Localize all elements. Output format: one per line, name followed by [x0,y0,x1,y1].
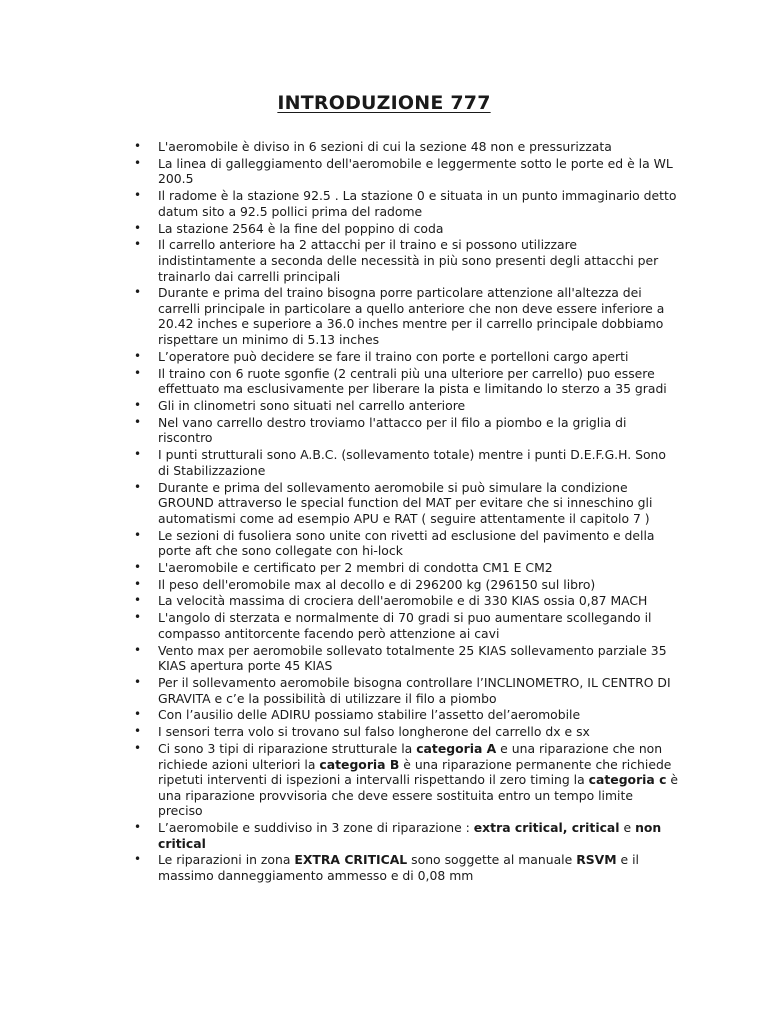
bold-text: categoria B [319,756,400,772]
list-item [134,479,678,527]
text-segment: L'aeromobile e certificato per 2 membri di condotta CM1 E CM2 [158,559,553,575]
bullet-icon: • [134,447,142,462]
bullet-icon: • [134,139,142,153]
text-segment: e il massimo danneggiamento ammesso e di 0,08 mm [158,852,639,884]
bullet-icon: • [134,188,142,203]
bullet-icon: • [134,707,142,722]
bullet-icon: • [134,365,142,380]
text-segment: Per il sollevamento aeromobile bisogna controllare l’INCLINOMETRO, IL CENTRO DI GRAVITA e c’e la possibilità di utilizzare il filo a piombo [158,674,671,706]
list-item-text [158,560,553,575]
text-segment: è una riparazione provvisoria che deve essere sostituita entro un tempo limite preciso [158,772,679,819]
list-item-text [158,528,655,559]
list-item [134,447,678,478]
bullet-icon: • [134,220,142,235]
list-item-text [158,237,658,283]
text-segment: La linea di galleggiamento dell'aeromobile e leggermente sotto le porte ed è la WL 200.5 [158,155,673,187]
list-item [134,365,678,397]
list-item [134,155,678,187]
text-segment: Durante e prima del sollevamento aeromobile si può simulare la condizione GROUND attraverso le special function del MAT per evitare che si inneschino gli automatismi come ad esempio APU e RAT ( seguire attentamente il capitolo 7 ) [158,479,653,526]
bullet-icon: • [134,527,142,542]
list-item [134,576,678,593]
list-item [134,188,678,219]
bullet-icon: • [134,576,142,591]
list-item [134,593,678,609]
list-item [134,610,678,641]
list-item-text [158,221,443,236]
list-item [134,237,678,284]
list-item-text [158,366,667,397]
list-item [134,527,678,559]
bold-text: extra critical, critical [473,820,620,836]
text-segment: Con l’ausilio delle ADIRU possiamo stabilire l’assetto del’aeromobile [158,707,581,723]
list-item-text [158,577,595,592]
list-item [134,285,678,348]
bullet-icon: • [134,674,142,689]
text-segment: Il traino con 6 ruote sgonfie (2 centrali più una ulteriore per carrello) puo essere effettuato ma esclusivamente per liberare la pista e limitando lo sterzo a 35 gradi [158,365,667,397]
text-segment: e [619,820,636,836]
list-item-text [158,480,652,526]
list-item-text [158,398,465,413]
list-item [134,559,678,576]
text-segment: Le sezioni di fusoliera sono unite con rivetti ad esclusione del pavimento e della porte aft che sono collegate con hi-lock [158,527,655,559]
bullet-icon: • [134,237,142,252]
bold-text: non critical [158,820,662,851]
list-item [134,642,678,674]
list-item-text [158,852,639,883]
bullet-icon: • [134,559,142,574]
bold-text: RSVM [576,852,617,868]
list-item [134,674,678,706]
bullet-icon: • [134,398,142,412]
text-segment: Vento max per aeromobile sollevato totalmente 25 KIAS sollevamento parziale 35 KIAS apertura porte 45 KIAS [158,642,667,674]
bullet-icon: • [134,348,142,363]
list-item [134,414,678,446]
list-item [134,740,679,819]
text-segment: Ci sono 3 tipi di riparazione strutturale la [158,740,417,756]
text-segment: è una riparazione permanente che richiede ripetuti interventi di ispezioni a intervalli rispettando il zero timing la [158,756,672,788]
list-item [134,220,678,237]
list-item [134,820,678,851]
text-segment: L’operatore può decidere se fare il traino con porte e portelloni cargo aperti [158,348,629,364]
text-segment: La velocità massima di crociera dell'aeromobile e di 330 KIAS ossia 0,87 MACH [158,593,648,609]
text-segment: Gli in clinometri sono situati nel carrello anteriore [158,398,466,413]
list-item [134,852,678,884]
list-item-text [158,724,590,739]
list-item-text [158,675,671,706]
list-item-text [158,415,626,446]
document-title: INTRODUZIONE 777 [277,92,491,114]
list-item-text [158,156,673,187]
bullet-icon: • [134,724,142,739]
list-item-text [158,139,612,154]
text-segment: I sensori terra volo si trovano sul falso longherone del carrello dx e sx [158,724,590,740]
text-segment: Le riparazioni in zona [158,852,295,868]
text-segment: Durante e prima del traino bisogna porre particolare attenzione all'altezza dei carrelli principale in particolare a quello anteriore che non deve essere inferiore a 20.42 inches e superiore a 36.0 inches mentre per il carrello principale dobbiamo rispettare un minimo di 5.13 inches [158,285,665,348]
text-segment: La stazione 2564 è la fine del poppino di coda [158,220,444,236]
list-item-text [158,610,651,641]
text-segment: L'aeromobile è diviso in 6 sezioni di cui la sezione 48 non e pressurizzata [158,139,612,154]
bullet-icon: • [134,593,142,608]
bullet-icon: • [134,155,142,170]
text-segment: L’aeromobile e suddiviso in 3 zone di riparazione : [158,820,474,836]
list-item [134,398,678,414]
bullet-icon: • [134,740,142,755]
text-segment: L'angolo di sterzata e normalmente di 70 gradi si puo aumentare scollegando il compasso antitorcente facendo però attenzione ai cavi [158,610,652,641]
list-item-text [158,707,580,722]
list-item-text [158,593,647,608]
list-item-text [158,188,676,219]
bullet-icon: • [134,610,142,625]
list-item [134,707,678,723]
text-segment: I punti strutturali sono A.B.C. (sollevamento totale) mentre i punti D.E.F.G.H. Sono di Stabilizzazione [158,447,666,478]
text-segment: e una riparazione che non richiede azioni ulteriori la [158,740,663,772]
bullet-list [134,139,679,885]
list-item-text [158,285,664,347]
list-item-text [158,820,661,851]
list-item-text [158,349,628,364]
bullet-icon: • [134,479,142,494]
list-item [134,139,678,155]
list-item [134,724,678,740]
bullet-icon: • [134,820,142,835]
list-item-text [158,447,666,478]
text-segment: Nel vano carrello destro troviamo l'attacco per il filo a piombo e la griglia di riscontro [158,414,627,446]
list-item-text [158,741,678,818]
bullet-icon: • [134,285,142,300]
bullet-icon: • [134,414,142,429]
list-item [134,348,678,365]
text-segment: sono soggette al manuale [407,852,577,868]
bold-text: categoria c [588,772,667,788]
bold-text: categoria A [416,740,497,756]
bullet-icon: • [134,642,142,657]
text-segment: Il carrello anteriore ha 2 attacchi per il traino e si possono utilizzare indistintamente a seconda delle necessità in più sono presenti degli attacchi per trainarlo dai carrelli principali [158,237,659,284]
bullet-icon: • [134,852,142,867]
text-segment: Il peso dell'eromobile max al decollo e di 296200 kg (296150 sul libro) [158,576,596,592]
bold-text: EXTRA CRITICAL [294,852,408,868]
text-segment: Il radome è la stazione 92.5 . La stazione 0 e situata in un punto immaginario detto datum sito a 92.5 pollici prima del radome [158,188,677,219]
list-item-text [158,643,667,674]
